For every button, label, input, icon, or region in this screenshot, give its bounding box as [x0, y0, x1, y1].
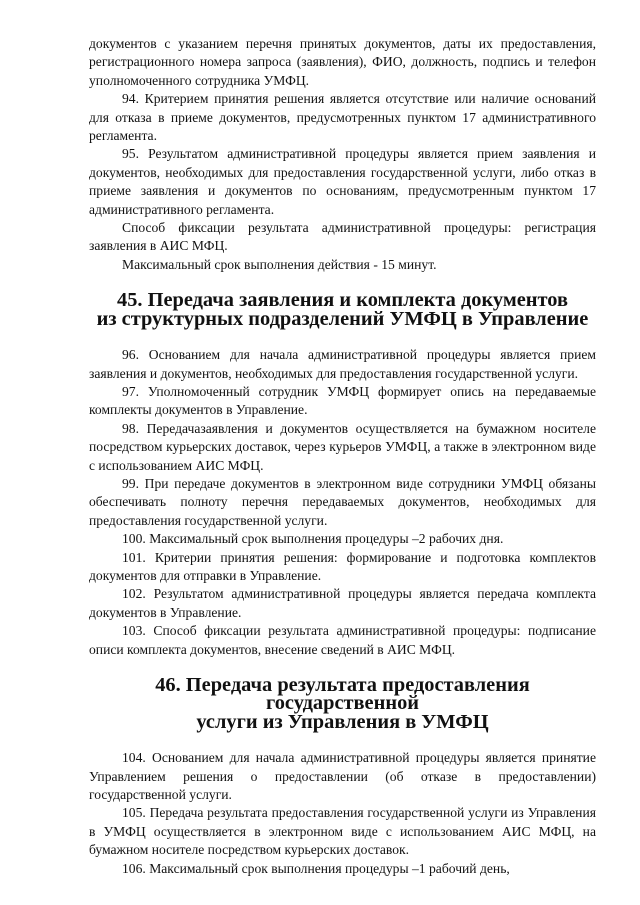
paragraph-97: 97. Уполномоченный сотрудник УМФЦ формирует опись на передаваемые комплекты документов в Управление. — [89, 383, 596, 418]
paragraph-95: 95. Результатом административной процедуры является прием заявления и документов, необходимых для предоставления государственной услуги, либо отказ в приеме заявления и документов по основаниям, предусмотренным пунктом 17 административного регламента. — [89, 146, 596, 217]
section-45-heading-line2: из структурных подразделений УМФЦ в Управление — [96, 307, 589, 330]
paragraph-101: 101. Критерии принятия решения: формирование и подготовка комплектов документов для отправки в Управление. — [89, 549, 596, 583]
paragraph-continuation: документов с указанием перечня принятых документов, даты их предоставления, регистрационного номера запроса (заявления), ФИО, должность, подпись и телефон уполномоченного сотрудника УМФЦ. — [89, 36, 596, 88]
paragraph-103: 103. Способ фиксации результата административной процедуры: подписание описи комплекта документов, внесение сведений в АИС МФЦ. — [89, 623, 596, 657]
section-46-heading-line1: 46. Передача результата предоставления государственной — [155, 674, 530, 715]
paragraph-94: 94. Критерием принятия решения является отсутствие или наличие оснований для отказа в приеме документов, предусмотренных пунктом 17 административного регламента. — [89, 91, 596, 144]
paragraph-96: 96. Основанием для начала административной процедуры является прием заявления и документов, необходимых для предоставления государственной услуги. — [89, 347, 596, 381]
paragraph-max-duration: Максимальный срок выполнения действия - 15 минут. — [122, 256, 437, 272]
paragraph-106: 106. Максимальный срок выполнения процедуры –1 рабочий день, — [122, 860, 510, 876]
paragraph-98: 98. Передачазаявления и документов осуществляется на бумажном носителе посредством курьерских доставок, через курьеров УМФЦ, а также в электронном виде с использованием АИС МФЦ. — [89, 420, 596, 473]
section-45-heading-line1: 45. Передача заявления и комплекта документов — [117, 289, 568, 312]
section-45-heading — [89, 291, 596, 328]
section-46-heading — [89, 676, 596, 731]
section-46-heading-line2: услуги из Управления в УМФЦ — [196, 710, 489, 733]
paragraph-102: 102. Результатом административной процедуры является передача комплекта документов в Управление. — [89, 586, 596, 620]
paragraph-100: 100. Максимальный срок выполнения процедуры –2 рабочих дня. — [122, 531, 504, 547]
paragraph-105: 105. Передача результата предоставления государственной услуги из Управления в УМФЦ осуществляется в электронном виде с использованием АИС МФЦ, на бумажном носителе посредством курьерских доставок. — [89, 805, 596, 858]
paragraph-104: 104. Основанием для начала административной процедуры является принятие Управлением решения о предоставлении (об отказе в предоставлении) государственной услуги. — [89, 750, 596, 803]
paragraph-99: 99. При передаче документов в электронном виде сотрудники УМФЦ обязаны обеспечивать полноту перечня передаваемых документов, необходимых для предоставления государственной услуги. — [89, 475, 596, 528]
paragraph-fixation-method: Способ фиксации результата административной процедуры: регистрация заявления в АИС МФЦ. — [89, 220, 596, 254]
